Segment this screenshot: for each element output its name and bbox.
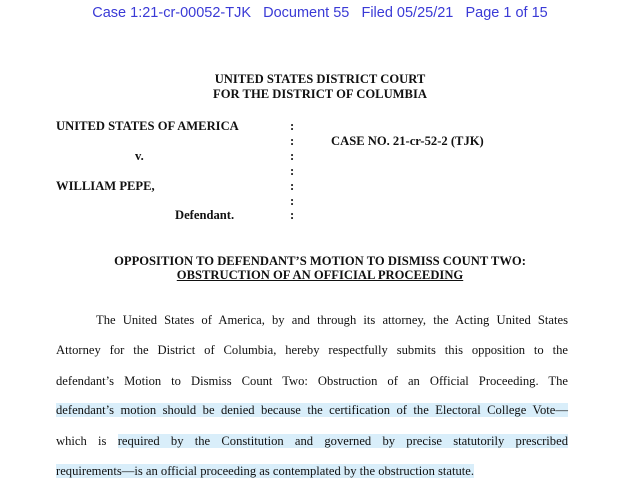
caption-colon: : — [290, 194, 295, 208]
caption-case-number: CASE NO. 21-cr-52-2 (TJK) — [331, 134, 484, 148]
caption-colon: : — [290, 119, 295, 133]
caption-colon: : — [290, 179, 295, 193]
highlighted-text: defendant’s motion should be denied because the certification of the Electoral College Vote— — [56, 403, 568, 417]
filing-header — [0, 5, 640, 21]
caption-plaintiff: UNITED STATES OF AMERICA — [56, 119, 239, 133]
court-name: UNITED STATES DISTRICT COURT — [214, 72, 426, 86]
caption-defendant-label: Defendant. — [175, 208, 235, 222]
header-page-number: Page 1 of 15 — [465, 5, 548, 21]
body-line: Attorney for the District of Columbia, hereby respectfully submits this opposition to the — [56, 343, 568, 357]
highlighted-text: required by the Constitution and governed by precise statutorily prescribed — [117, 434, 568, 448]
body-text: which is — [56, 434, 118, 448]
motion-title-line2: OBSTRUCTION OF AN OFFICIAL PROCEEDING — [176, 268, 464, 282]
caption-defendant-name: WILLIAM PEPE, — [56, 179, 155, 193]
court-district: FOR THE DISTRICT OF COLUMBIA — [213, 87, 427, 101]
body-line: defendant’s Motion to Dismiss Count Two: Obstruction of an Official Proceeding. The — [56, 374, 568, 388]
body-line-highlighted — [56, 403, 568, 418]
header-case-number: Case 1:21-cr-00052-TJK — [92, 5, 252, 21]
body-line: The United States of America, by and through its attorney, the Acting United States — [96, 313, 568, 327]
caption-colon: : — [290, 208, 295, 222]
caption-versus: v. — [135, 149, 144, 163]
header-document-number: Document 55 — [263, 5, 350, 21]
highlighted-text: official proceeding as contemplated by the obstruction statute. — [160, 464, 475, 478]
body-line — [56, 434, 568, 449]
highlighted-text: requirements—is an — [56, 464, 161, 478]
caption-colon: : — [290, 134, 295, 148]
motion-title — [0, 254, 640, 282]
caption-colon: : — [290, 164, 295, 178]
caption-colon: : — [290, 149, 295, 163]
court-heading — [0, 72, 640, 102]
header-filed-date: Filed 05/25/21 — [361, 5, 454, 21]
body-line — [56, 464, 568, 479]
motion-title-line1: OPPOSITION TO DEFENDANT’S MOTION TO DISMISS COUNT TWO: — [114, 254, 526, 268]
